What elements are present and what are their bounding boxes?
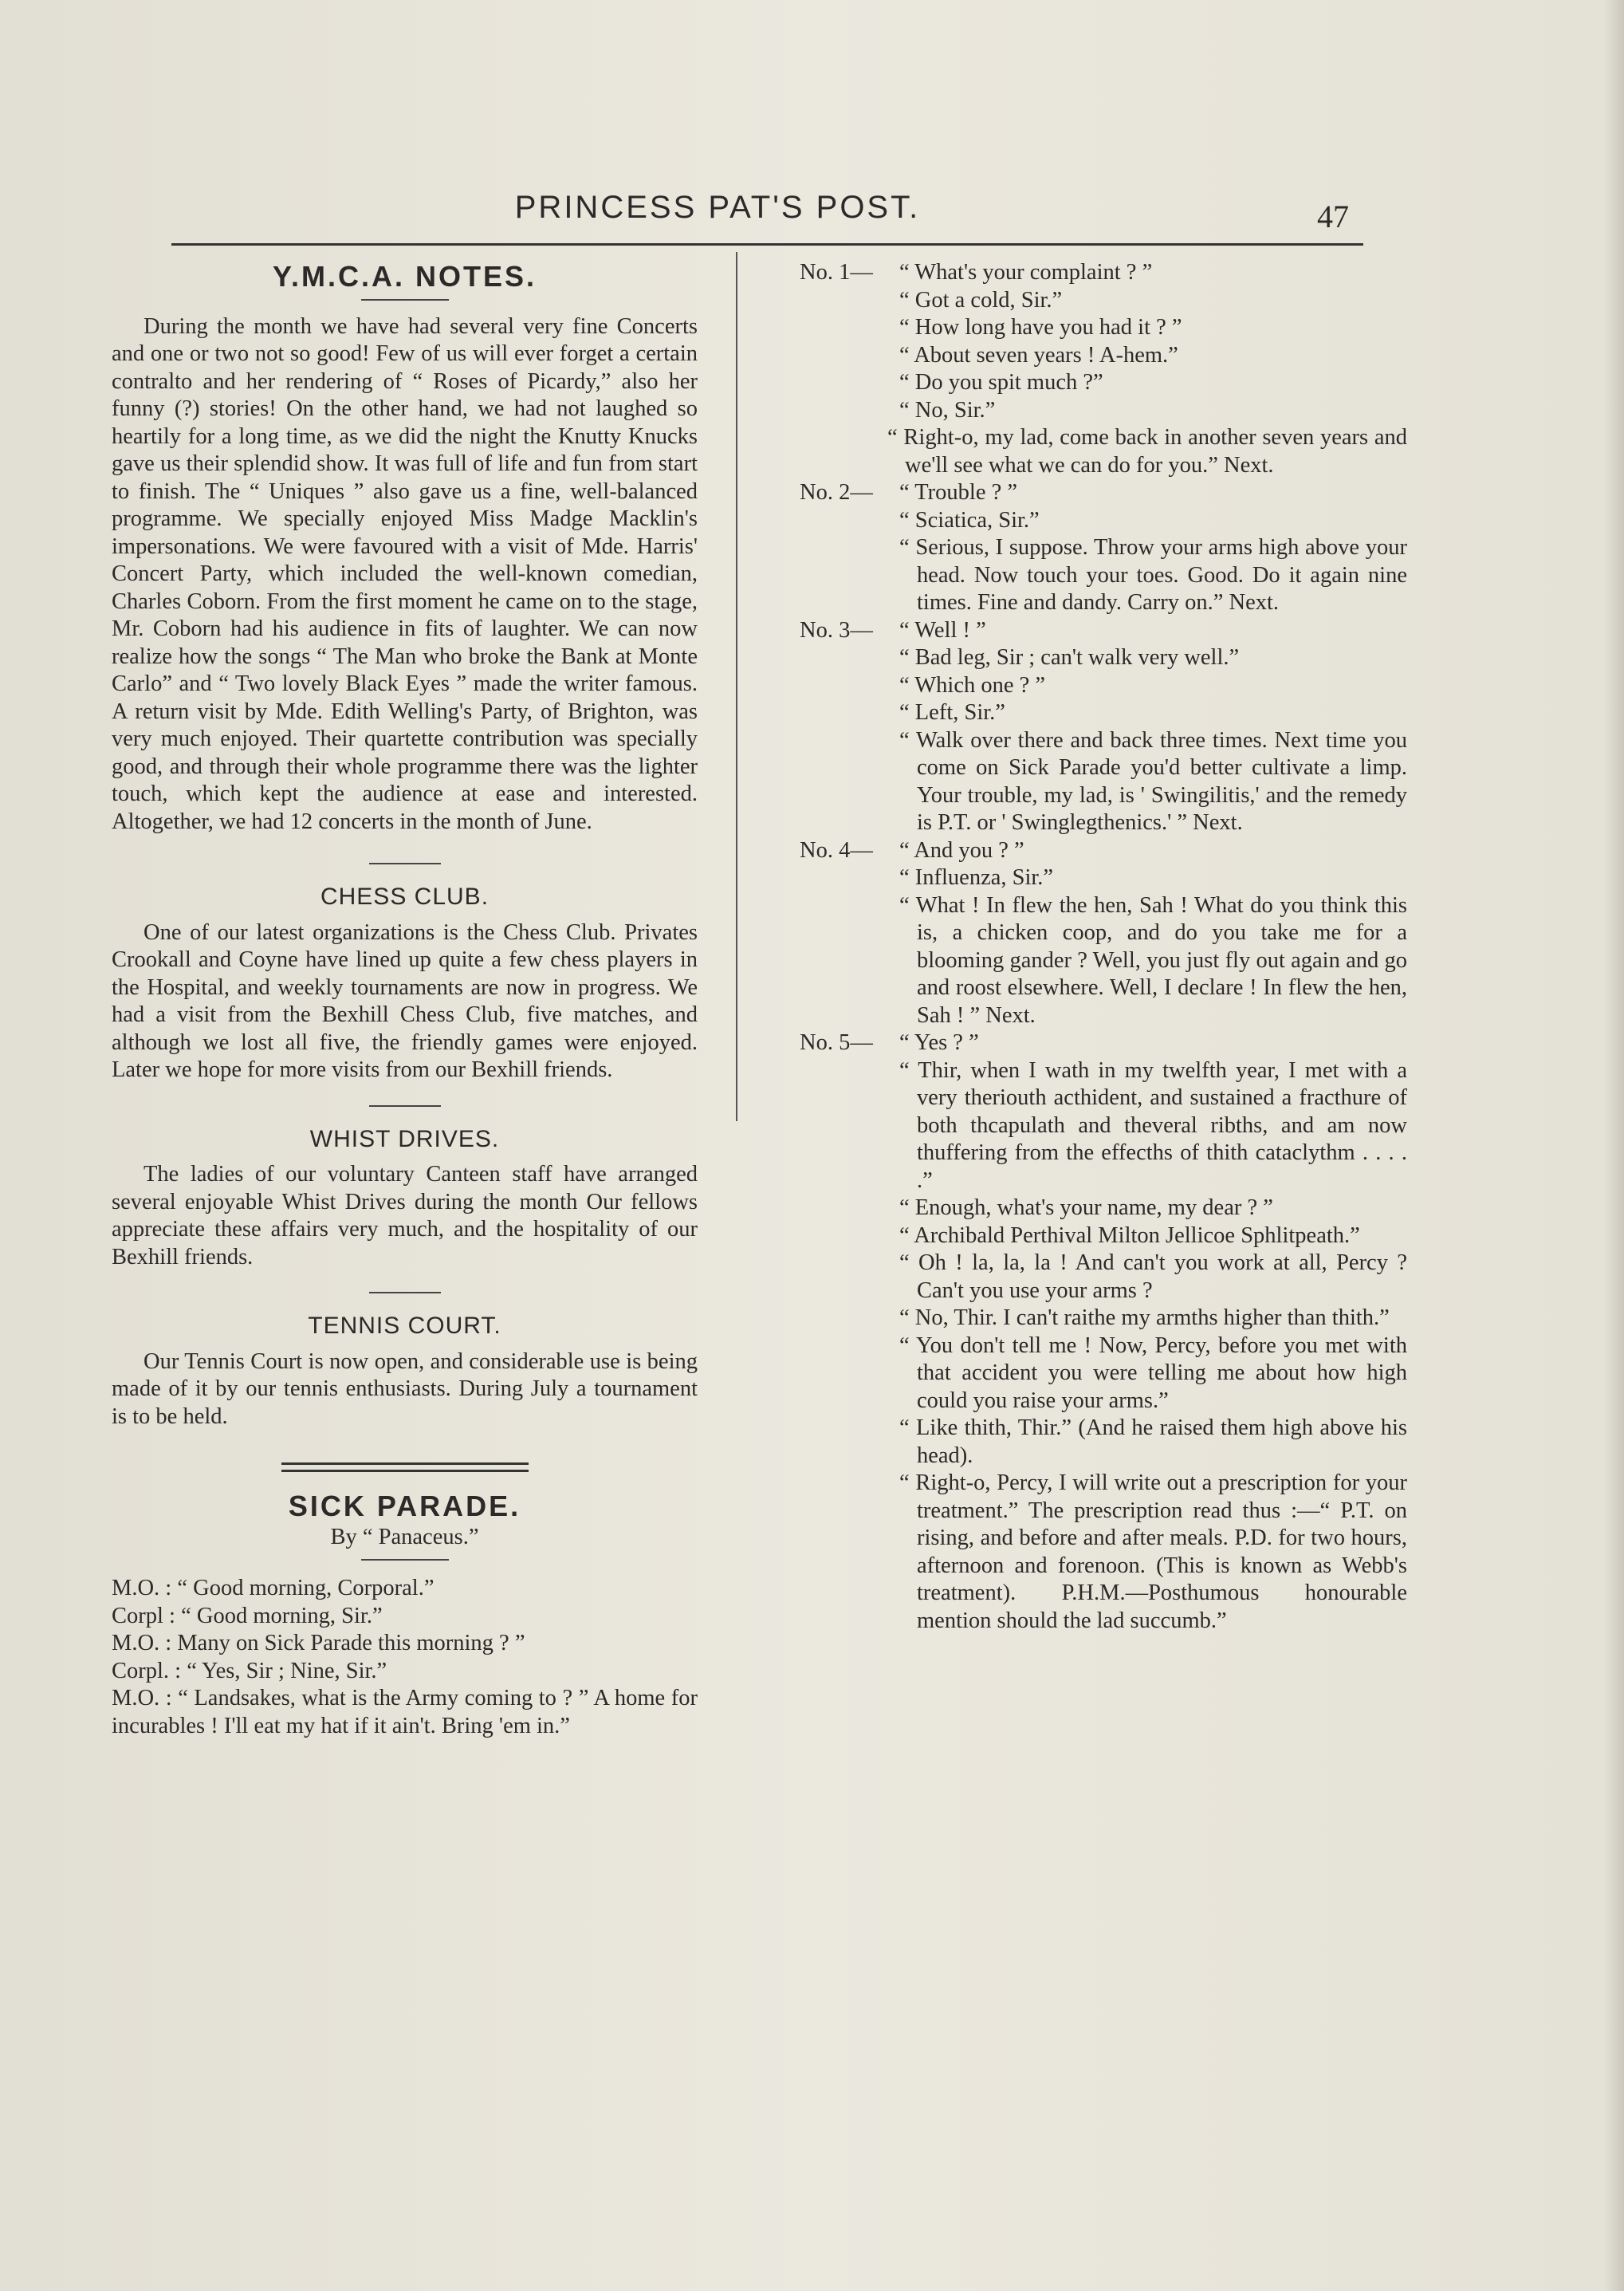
dialog-line: “ Right-o, my lad, come back in another seven years and we'll see what we can do for you.” Next. <box>887 425 1407 478</box>
dialog-line: “ Trouble ? ” <box>899 480 1018 505</box>
dialog-line: “ Do you spit much ?” <box>899 370 1103 395</box>
heading-rule <box>361 299 449 301</box>
tennis-court-body: Our Tennis Court is now open, and considerable use is being made of it by our tennis enthusiasts. During July a tournament is to be held. <box>112 1348 698 1429</box>
dialog-line: “ About seven years ! A-hem.” <box>899 342 1178 368</box>
patient-entry-2 <box>801 479 1407 617</box>
dialog-line: “ You don't tell me ! Now, Percy, before you met with that accident you were telling me about how high could you raise your arms.” <box>899 1332 1407 1413</box>
section-rule <box>369 1292 441 1293</box>
dialog-line: “ Got a cold, Sir.” <box>899 287 1063 313</box>
page-spine-shadow <box>1603 0 1624 2291</box>
whist-drives-body: The ladies of our voluntary Canteen staff have arranged several enjoyable Whist Drives during the month Our fellows appreciate these affairs very much, and the hospitality of our Bexhill friends. <box>112 1162 698 1269</box>
sick-parade-byline: By “ Panaceus.” <box>330 1524 479 1549</box>
dialog-line: “ What's your complaint ? ” <box>899 260 1153 285</box>
entry-number: No. 2— <box>800 480 873 505</box>
column-divider <box>736 252 737 1121</box>
dialog-line: M.O. : “ Landsakes, what is the Army coming to ? ” A home for incurables ! I'll eat my hat if it ain't. Bring 'em in.” <box>112 1686 698 1738</box>
chess-club-heading: CHESS CLUB. <box>320 884 490 910</box>
dialog-line: “ How long have you had it ? ” <box>899 315 1182 340</box>
chess-club-body: One of our latest organizations is the Chess Club. Privates Crookall and Coyne have lined up quite a few chess players in the Hospital, and weekly tournaments are now in progress. We had a visit from the Bexhill Chess Club, five matches, and although we lost all five, the friendly games were enjoyed. Later we hope for more visits from our Bexhill friends. <box>112 919 698 1082</box>
entry-number: No. 5— <box>800 1030 873 1055</box>
dialog-line: “ Enough, what's your name, my dear ? ” <box>899 1195 1273 1220</box>
running-header-title: PRINCESS PAT'S POST. <box>514 190 921 225</box>
dialog-line: “ And you ? ” <box>899 837 1024 863</box>
patient-entry-5 <box>801 1029 1407 1635</box>
dialog-line: “ Walk over there and back three times. Next time you come on Sick Parade you'd better cultivate a limp. Your trouble, my lad, is ' Swingilitis,' and the remedy is P.T. or ' Swinglegthenics.' ” Next. <box>899 727 1407 835</box>
dialog-line: “ Oh ! la, la, la ! And can't you work at all, Percy ? Can't you use your arms ? <box>899 1250 1407 1303</box>
dialog-line: M.O. : “ Good morning, Corporal.” <box>112 1576 435 1600</box>
dialog-line: “ Influenza, Sir.” <box>899 865 1054 890</box>
dialog-line: “ Yes ? ” <box>899 1030 979 1055</box>
dialog-line: “ Archibald Perthival Milton Jellicoe Sphlitpeath.” <box>899 1222 1360 1248</box>
entry-number: No. 3— <box>800 617 873 643</box>
section-rule <box>369 863 441 864</box>
ymca-notes-heading: Y.M.C.A. NOTES. <box>272 260 537 293</box>
patient-entry-3 <box>801 617 1407 837</box>
dialog-line: “ Bad leg, Sir ; can't walk very well.” <box>899 645 1240 670</box>
dialog-line: “ Serious, I suppose. Throw your arms high above your head. Now touch your toes. Good. Do it again nine times. Fine and dandy. Carry on.” Next. <box>899 535 1407 615</box>
whist-drives-heading: WHIST DRIVES. <box>309 1125 500 1152</box>
entry-number: No. 1— <box>800 260 873 285</box>
dialog-line: “ Which one ? ” <box>899 672 1046 698</box>
dialog-line: “ No, Thir. I can't raithe my armths higher than thith.” <box>899 1305 1390 1330</box>
dialog-line: “ No, Sir.” <box>899 397 996 423</box>
sick-parade-heading: SICK PARADE. <box>288 1490 521 1522</box>
right-column <box>801 259 1407 1635</box>
dialog-line: Corpl : “ Good morning, Sir.” <box>112 1603 383 1628</box>
patient-entry-4 <box>801 837 1407 1030</box>
dialog-line: Corpl. : “ Yes, Sir ; Nine, Sir.” <box>112 1658 387 1683</box>
page-number: 47 <box>1317 199 1349 234</box>
dialog-line: M.O. : Many on Sick Parade this morning ? ” <box>112 1631 525 1655</box>
header-rule <box>171 243 1363 246</box>
double-rule-separator <box>281 1462 529 1472</box>
left-column <box>112 260 698 1740</box>
tennis-court-heading: TENNIS COURT. <box>308 1313 501 1339</box>
heading-rule <box>361 1559 449 1561</box>
dialog-line: “ What ! In flew the hen, Sah ! What do you think this is, a chicken coop, and do you take me for a blooming gander ? Well, you just fly out again and go and roost elsewhere. Well, I declare ! In flew the hen, Sah ! ” Next. <box>899 892 1407 1028</box>
patient-entry-1 <box>801 259 1407 479</box>
dialog-line: “ Thir, when I wath in my twelfth year, I met with a very theriouth acthident, and sustained a fracthure of both thcapulath and theveral ribths, and am now thuffering from the effecths of thith cataclythm . . . . .” <box>899 1057 1407 1193</box>
ymca-notes-body: During the month we have had several very fine Concerts and one or two not so good! Few of us will ever forget a certain contralto and her rendering of “ Roses of Picardy,” also her funny (?) stories! On the other hand, we had not laughed so heartily for a long time, as we did the night the Knutty Knucks gave us their splendid show. It was full of life and fun from start to finish. The “ Uniques ” also gave us a fine, well-balanced programme. We specially enjoyed Miss Madge Macklin's impersonations. We were favoured with a visit of Mde. Harris' Concert Party, which included the well-known comedian, Charles Coborn. From the first moment he came on to the stage, Mr. Coborn had his audience in fits of laughter. We can now realize how the songs “ The Man who broke the Bank at Monte Carlo” and “ Two lovely Black Eyes ” made the writer famous. A return visit by Mde. Edith Welling's Party, of Brighton, was very much enjoyed. Their quartette contribution was specially good, and through their whole programme there was the lighter touch, which kept the audience at ease and interested. Altogether, we had 12 concerts in the month of June. <box>112 313 698 834</box>
dialog-line: “ Left, Sir.” <box>899 700 1005 725</box>
dialog-line: “ Well ! ” <box>899 617 986 643</box>
entry-number: No. 4— <box>800 837 873 863</box>
dialog-line: “ Right-o, Percy, I will write out a prescription for your treatment.” The prescription read thus :—“ P.T. on rising, and before and after meals. P.D. for two hours, afternoon and forenoon. (This is known as Webb's treatment). P.H.M.—Posthumous honourable mention should the lad succumb.” <box>899 1470 1407 1633</box>
dialog-line: “ Sciatica, Sir.” <box>899 507 1040 533</box>
section-rule <box>369 1105 441 1107</box>
dialog-line: “ Like thith, Thir.” (And he raised them high above his head). <box>899 1415 1407 1468</box>
